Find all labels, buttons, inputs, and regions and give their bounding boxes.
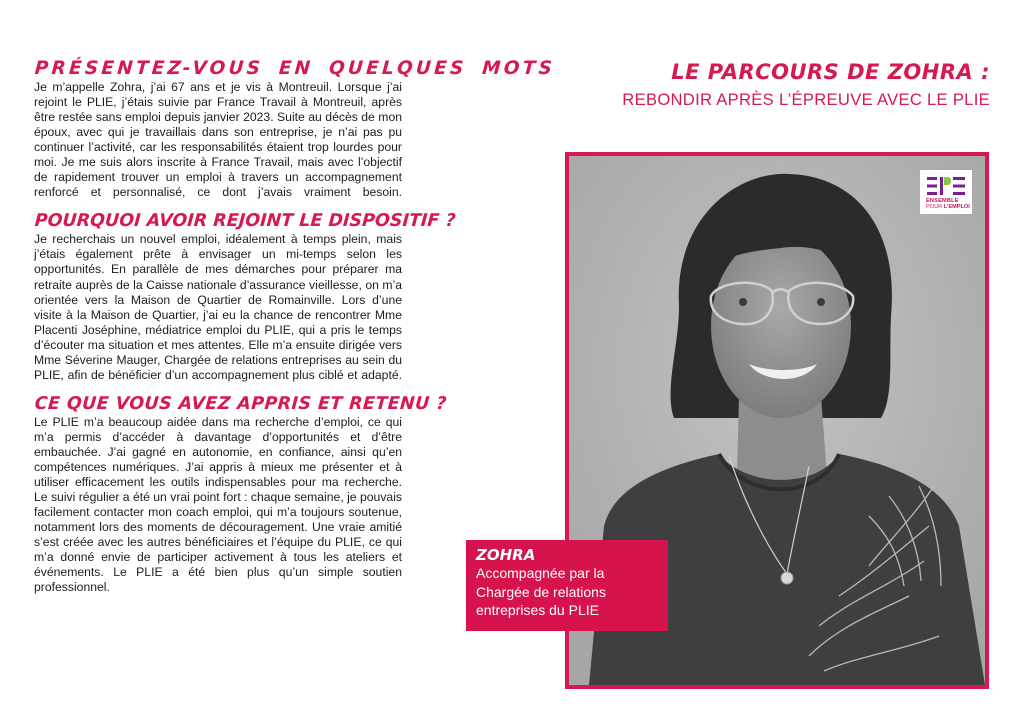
logo-text: ENSEMBLE [926,198,959,204]
section-presentation [34,58,556,200]
page-subtitle: REBONDIR APRÈS L’ÉPREUVE AVEC LE PLIE [622,90,990,109]
section-text: Je m’appelle Zohra, j’ai 67 ans et je vis à Montreuil. Lorsque j’ai rejoint le PLIE, j’étais suivie par France Travail à Montreuil, après être restée sans emploi depuis janvier 2023. Suite au décès de mon époux, avec qui je travaillais dans son entreprise, je n’ai pas pu continuer l’activité, car les responsabilités étaient trop lourdes pour moi. Je me suis alors inscrite à France Travail, mais avec l’objectif de rapidement trouver un emploi à travers un accompagnement renforcé et personnalisé, ce dont j’avais vraiment besoin. [34,80,402,200]
logo-text [926,204,970,210]
ensemble-pour-emploi-logo [920,170,972,214]
section-title: PRÉSENTEZ-VOUS EN QUELQUES MOTS [34,58,556,79]
section-text: Le PLIE m’a beaucoup aidée dans ma recherche d’emploi, ce qui m’a permis d’accéder à davantage d’opportunités et d’être embauchée. J’ai gagné en autonomie, en confiance, ainsi qu’en compétences numériques. J’ai appris à mieux me présenter et à utiliser efficacement les outils indispensables pour ma recherche. Le suivi régulier a été un vrai point fort : chaque semaine, je pouvais facilement contacter mon coach emploi, qui m’a toujours soutenue, notamment lors des moments de découragement. Une vraie amitié s’est créée avec les autres bénéficiaires et l’équipe du PLIE, ce qui m’a donné envie de participer activement à tous les ateliers et événements. Le PLIE a été bien plus qu’un simple soutien professionnel. [34,414,402,595]
logo-mark-icon [927,176,965,196]
page-header [570,58,990,111]
caption-line: Chargée de relations [476,583,606,600]
section-title: CE QUE VOUS AVEZ APPRIS ET RETENU ? [34,393,448,414]
section-title: POURQUOI AVOIR REJOINT LE DISPOSITIF ? [34,211,457,232]
caption-line: entreprises du PLIE [476,602,599,618]
section-text: Je recherchais un nouvel emploi, idéalement à temps plein, mais j’étais également prête à envisager un mi-temps selon les opportunités. En parallèle de mes démarches pour préparer ma retraite auprès de la Caisse nationale d’assurance vieillesse, on m’a orientée vers la Maison de Quartier de Romainville. Lors d’une visite à la Maison de Quartier, j’ai eu la chance de rencontrer Mme Placenti Joséphine, médiatrice emploi du PLIE, qui a pris le temps d’écouter ma situation et mes attentes. Elle m’a ensuite dirigée vers Mme Séverine Mauger, Chargée de relations entreprises au sein du PLIE, afin de bénéficier d’un accompagnement plus ciblé et adapté. [34,232,402,382]
logo-text-part: POUR [926,204,944,210]
section-learnings [34,393,448,596]
page-title: LE PARCOURS DE ZOHRA : [671,60,990,84]
caption-line: Accompagnée par la [476,565,605,581]
caption-name: ZOHRA [476,546,536,564]
logo-text-part: L’EMPLOI [943,204,970,210]
photo-caption [466,540,668,631]
section-motivation [34,210,457,382]
face-shape [711,234,851,418]
